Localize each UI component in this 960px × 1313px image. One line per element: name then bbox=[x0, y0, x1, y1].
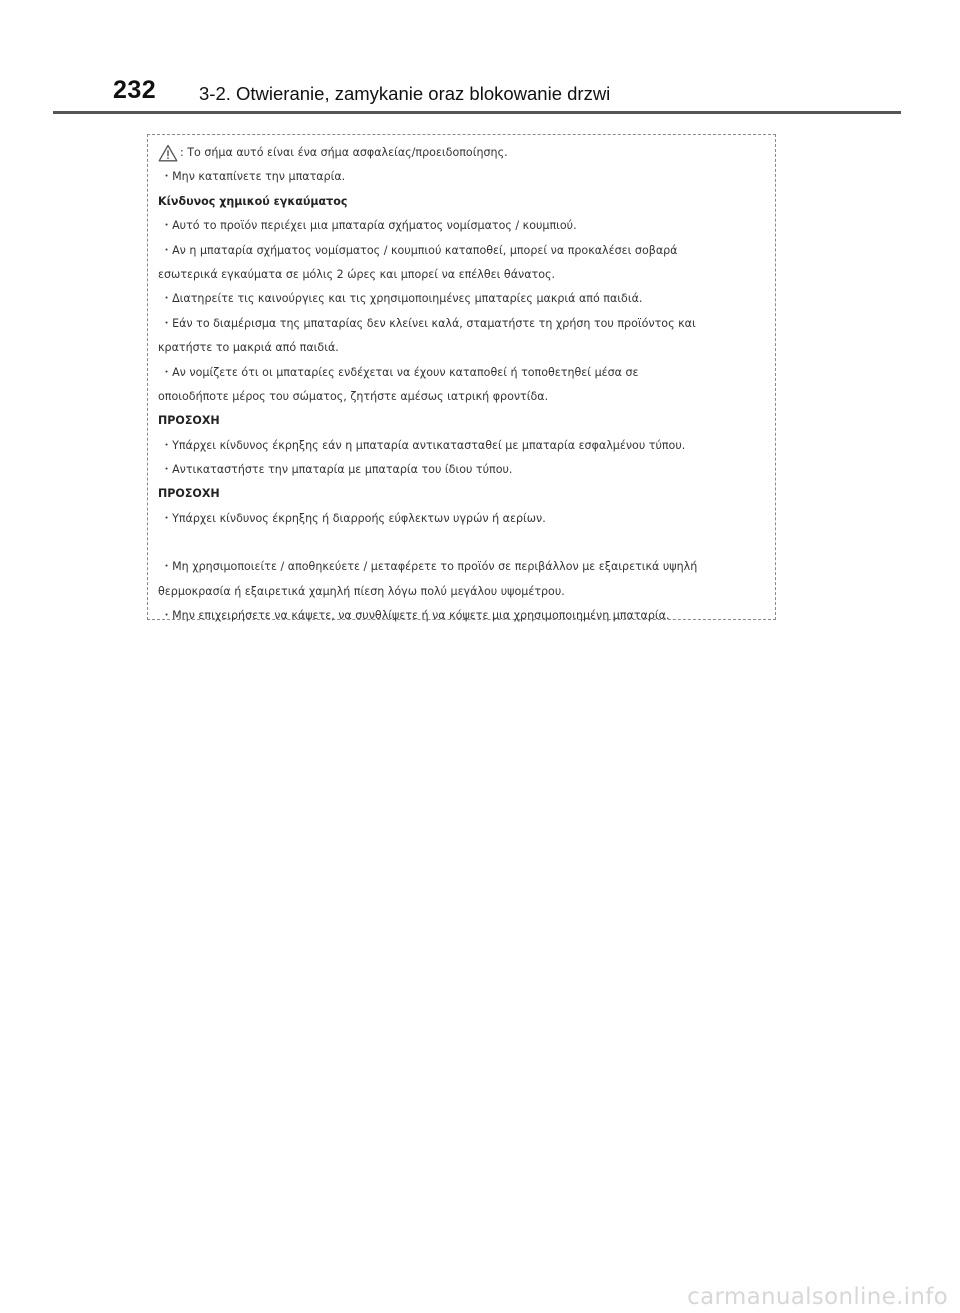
battery-warning-label bbox=[147, 134, 776, 623]
page-header bbox=[0, 0, 960, 118]
label-bullet-item: ・Αυτό το προϊόν περιέχει μια μπαταρία σχήματος νομίσματος / κουμπιού. bbox=[161, 219, 577, 233]
warning-intro-line bbox=[158, 141, 767, 165]
label-heading: ΠΡΟΣΟΧΗ bbox=[158, 414, 220, 428]
label-bullet-item: ・Αν νομίζετε ότι οι μπαταρίες ενδέχεται να έχουν καταποθεί ή τοποθετηθεί μέσα σε bbox=[161, 365, 639, 379]
section-title: 3-2. Otwieranie, zamykanie oraz blokowanie drzwi bbox=[199, 83, 611, 104]
label-bullet-item: ・Αν η μπαταρία σχήματος νομίσματος / κουμπιού καταποθεί, μπορεί να προκαλέσει σοβαρά bbox=[161, 243, 678, 257]
label-heading: ΠΡΟΣΟΧΗ bbox=[158, 487, 220, 501]
label-bullet-item: ・Εάν το διαμέρισμα της μπαταρίας δεν κλείνει καλά, σταματήστε τη χρήση του προϊόντος και bbox=[161, 316, 696, 330]
label-bullet-item: ・Διατηρείτε τις καινούργιες και τις χρησιμοποιημένες μπαταρίες μακριά από παιδιά. bbox=[161, 292, 643, 306]
warning-triangle-icon bbox=[158, 144, 178, 162]
label-bullet-item: ・Μη χρησιμοποιείτε / αποθηκεύετε / μεταφέρετε το προϊόν σε περιβάλλον με εξαιρετικά υψηλή bbox=[161, 560, 698, 574]
label-blank-line bbox=[158, 531, 767, 555]
header-divider bbox=[53, 111, 901, 114]
warning-intro-text: : Το σήμα αυτό είναι ένα σήμα ασφαλείας/προειδοποίησης. bbox=[180, 146, 508, 159]
label-bullet-continuation: οποιοδήποτε μέρος του σώματος, ζητήστε αμέσως ιατρική φροντίδα. bbox=[158, 389, 549, 403]
label-bullet-continuation: κρατήστε το μακριά από παιδιά. bbox=[158, 341, 339, 355]
label-bullet-item: ・Υπάρχει κίνδυνος έκρηξης ή διαρροής εύφλεκτων υγρών ή αερίων. bbox=[161, 511, 546, 525]
label-bullet-continuation: θερμοκρασία ή εξαιρετικά χαμηλή πίεση λόγω πολύ μεγάλου υψομέτρου. bbox=[158, 584, 565, 598]
label-bullet-item: ・Μην επιχειρήσετε να κάψετε, να συνθλίψετε ή να κόψετε μια χρησιμοποιημένη μπαταρία. bbox=[161, 609, 670, 623]
label-bullet-item: ・Αντικαταστήστε την μπαταρία με μπαταρία του ίδιου τύπου. bbox=[161, 463, 513, 477]
label-bullet-item: ・Μην καταπίνετε την μπαταρία. bbox=[161, 170, 346, 184]
page-number: 232 bbox=[113, 76, 157, 104]
warning-label-content bbox=[158, 141, 767, 628]
label-bullet-item: ・Υπάρχει κίνδυνος έκρηξης εάν η μπαταρία αντικατασταθεί με μπαταρία εσφαλμένου τύπου. bbox=[161, 438, 686, 452]
label-heading: Κίνδυνος χημικού εγκαύματος bbox=[158, 194, 348, 208]
label-bullet-continuation: εσωτερικά εγκαύματα σε μόλις 2 ώρες και μπορεί να επέλθει θάνατος. bbox=[158, 267, 556, 281]
watermark: carmanualsonline.info bbox=[687, 1284, 948, 1310]
